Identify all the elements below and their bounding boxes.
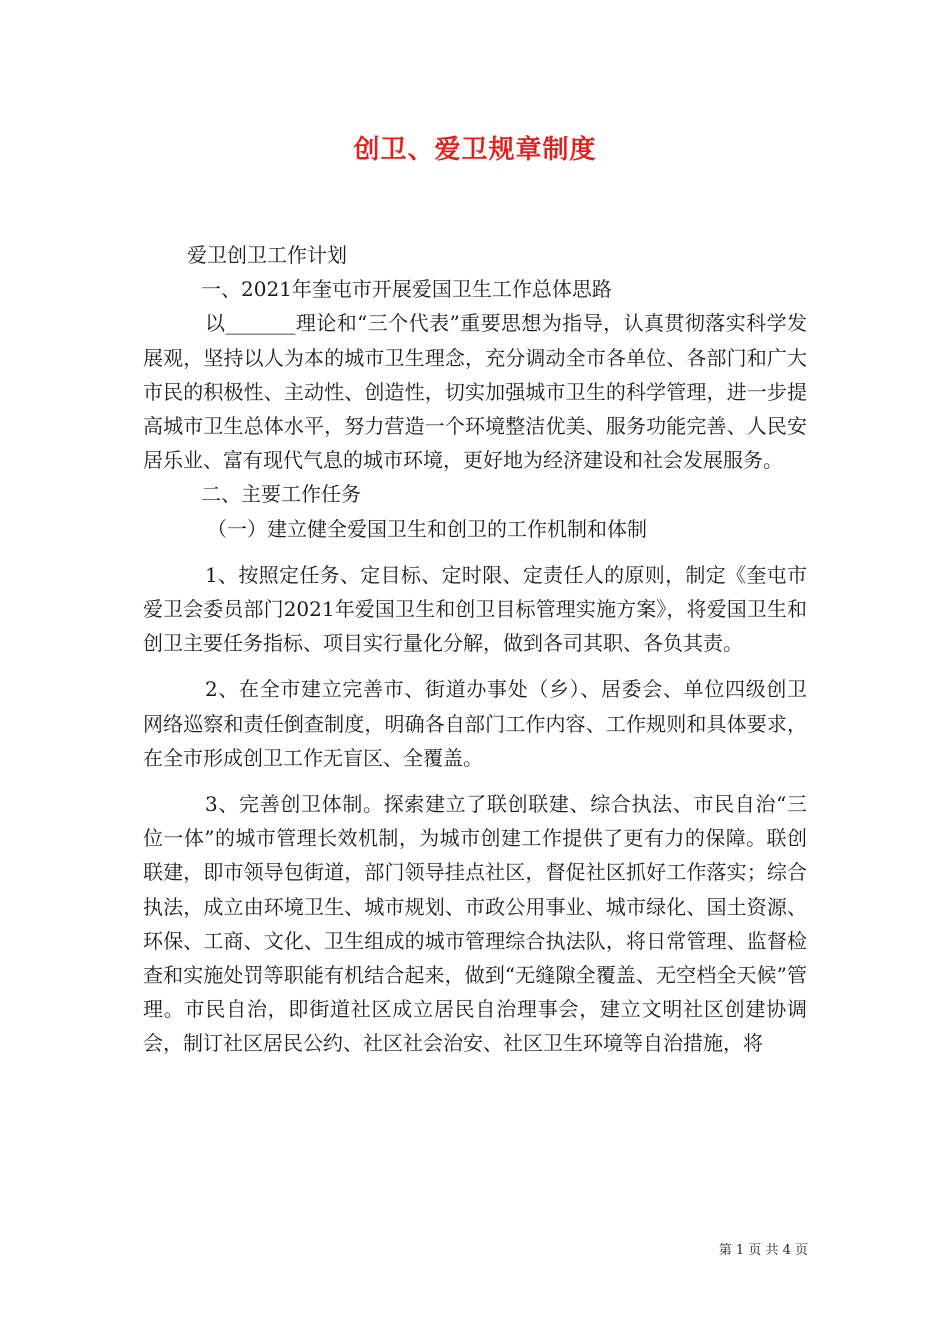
document-body [143, 238, 807, 1061]
paragraph-item-3: 3、完善创卫体制。探索建立了联创联建、综合执法、市民自治“三位一体”的城市管理长效机制，为城市创建工作提供了更有力的保障。联创联建，即市领导包街道，部门领导挂点社区，督促社区抓好工作落实；综合执法，成立由环境卫生、城市规划、市政公用事业、城市绿化、国土资源、环保、工商、文化、卫生组成的城市管理综合执法队，将日常管理、监督检查和实施处罚等职能有机结合起来，做到“无缝隙全覆盖、无空档全天候”管理。市民自治，即街道社区成立居民自治理事会，建立文明社区创建协调会，制订社区居民公约、社区社会治安、社区卫生环境等自治措施，将 [143, 792, 807, 1056]
paragraph-item-1: 1、按照定任务、定目标、定时限、定责任人的原则，制定《奎屯市爱卫会委员部门2021年爱国卫生和创卫目标管理实施方案》，将爱国卫生和创卫主要任务指标、项目实行量化分解，做到各司其职、各负其责。 [143, 562, 807, 656]
page-number: 第 1 页 共 4 页 [718, 1243, 808, 1258]
section-heading-1: 一、2021年奎屯市开展爱国卫生工作总体思路 [201, 277, 612, 302]
plan-heading: 爱卫创卫工作计划 [187, 243, 347, 267]
paragraph-item-2: 2、在全市建立完善市、街道办事处（乡）、居委会、单位四级创卫网络巡察和责任倒查制度，明确各自部门工作内容、工作规则和具体要求，在全市形成创卫工作无盲区、全覆盖。 [143, 677, 807, 770]
section-heading-2: 二、主要工作任务 [201, 482, 361, 507]
paragraph-overall-approach: 以_______理论和“三个代表”重要思想为指导，认真贯彻落实科学发展观，坚持以人为本的城市卫生理念，充分调动全市各单位、各部门和广大市民的积极性、主动性、创造性，切实加强城市卫生的科学管理，进一步提高城市卫生总体水平，努力营造一个环境整洁优美、服务功能完善、人民安居乐业、富有现代气息的城市环境，更好地为经济建设和社会发展服务。 [143, 311, 807, 473]
document-title: 创卫、爱卫规章制度 [353, 135, 597, 165]
subsection-heading-1: （一）建立健全爱国卫生和创卫的工作机制和体制 [207, 516, 647, 541]
